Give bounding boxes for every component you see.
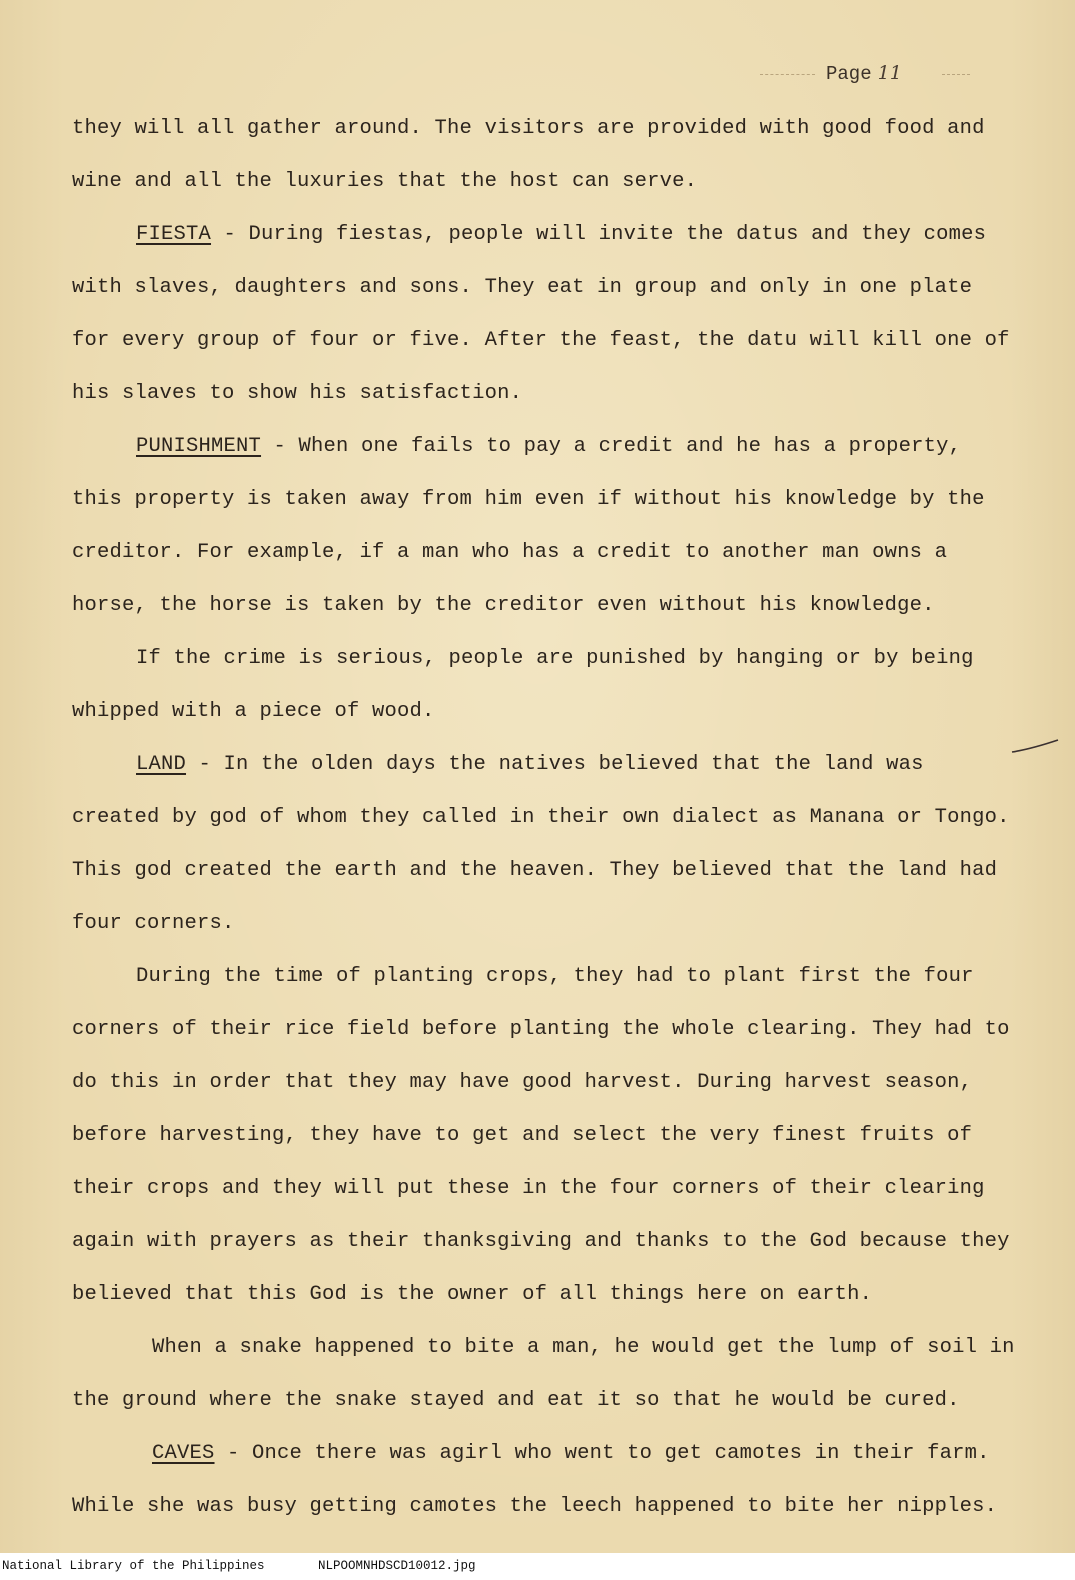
paragraph-text: During the time of planting crops, they had to plant first the four corners of their rice field before planting the whole clearing. They had to do this in order that they may have good harvest. During harvest season, before harvesting, they have to get and select the very finest fruits of their crops and they will put these in the four corners of their clearing again with prayers as their thanksgiving and thanks to the God because they believed that this God is the owner of all things here on earth. xyxy=(72,965,1010,1306)
file-name: NLPOOMNHDSCD10012.jpg xyxy=(318,1559,476,1573)
paragraph-snake xyxy=(72,1321,1022,1427)
paragraph-land xyxy=(72,738,1022,950)
handwritten-check-mark xyxy=(1010,738,1060,758)
section-heading-punishment: PUNISHMENT xyxy=(136,435,262,458)
paragraph-caves xyxy=(72,1427,1022,1533)
paragraph-text: When a snake happened to bite a man, he would get the lump of soil in the ground where the snake stayed and eat it so that he would be cured. xyxy=(72,1336,1015,1412)
dashed-margin-mark-right xyxy=(942,74,970,75)
paragraph-text: - During fiestas, people will invite the datus and they comes with slaves, daughters and sons. They eat in group and only in one plate for every group of four or five. After the feast, the datu will kill one of his slaves to show his satisfaction. xyxy=(72,223,1010,405)
paragraph-text: - In the olden days the natives believed that the land was created by god of whom they called in their own dialect as Manana or Tongo. This god created the earth and the heaven. They believed that the land had four corners. xyxy=(72,753,1010,935)
paragraph-planting xyxy=(72,950,1022,1321)
paragraph-text: If the crime is serious, people are punished by hanging or by being whipped with a piece of wood. xyxy=(72,647,974,723)
handwritten-page-number: 11 xyxy=(877,62,902,84)
paragraph-text: they will all gather around. The visitors are provided with good food and wine and all the luxuries that the host can serve. xyxy=(72,117,985,193)
archive-footer xyxy=(0,1553,1075,1580)
paragraph-crime xyxy=(72,632,1022,738)
page-label: Page xyxy=(826,63,872,85)
page-number xyxy=(826,62,902,85)
paragraph-punishment xyxy=(72,420,1022,632)
section-heading-land: LAND xyxy=(136,753,187,776)
paragraph-text: - When one fails to pay a credit and he has a property, this property is taken away from him even if without his knowledge by the creditor. For example, if a man who has a credit to another man owns a horse, the horse is taken by the creditor even without his knowledge. xyxy=(72,435,985,617)
dashed-margin-mark-left xyxy=(760,74,815,75)
document-body xyxy=(72,102,1022,1533)
paragraph-fiesta xyxy=(72,208,1022,420)
paragraph-text: - Once there was agirl who went to get camotes in their farm. While she was busy getting camotes the leech happened to bite her nipples. xyxy=(72,1442,998,1518)
section-heading-fiesta: FIESTA xyxy=(136,223,212,246)
section-heading-caves: CAVES xyxy=(152,1442,215,1465)
check-stroke xyxy=(1012,740,1058,752)
library-credit: National Library of the Philippines xyxy=(2,1559,265,1573)
paragraph-gathering xyxy=(72,102,1022,208)
